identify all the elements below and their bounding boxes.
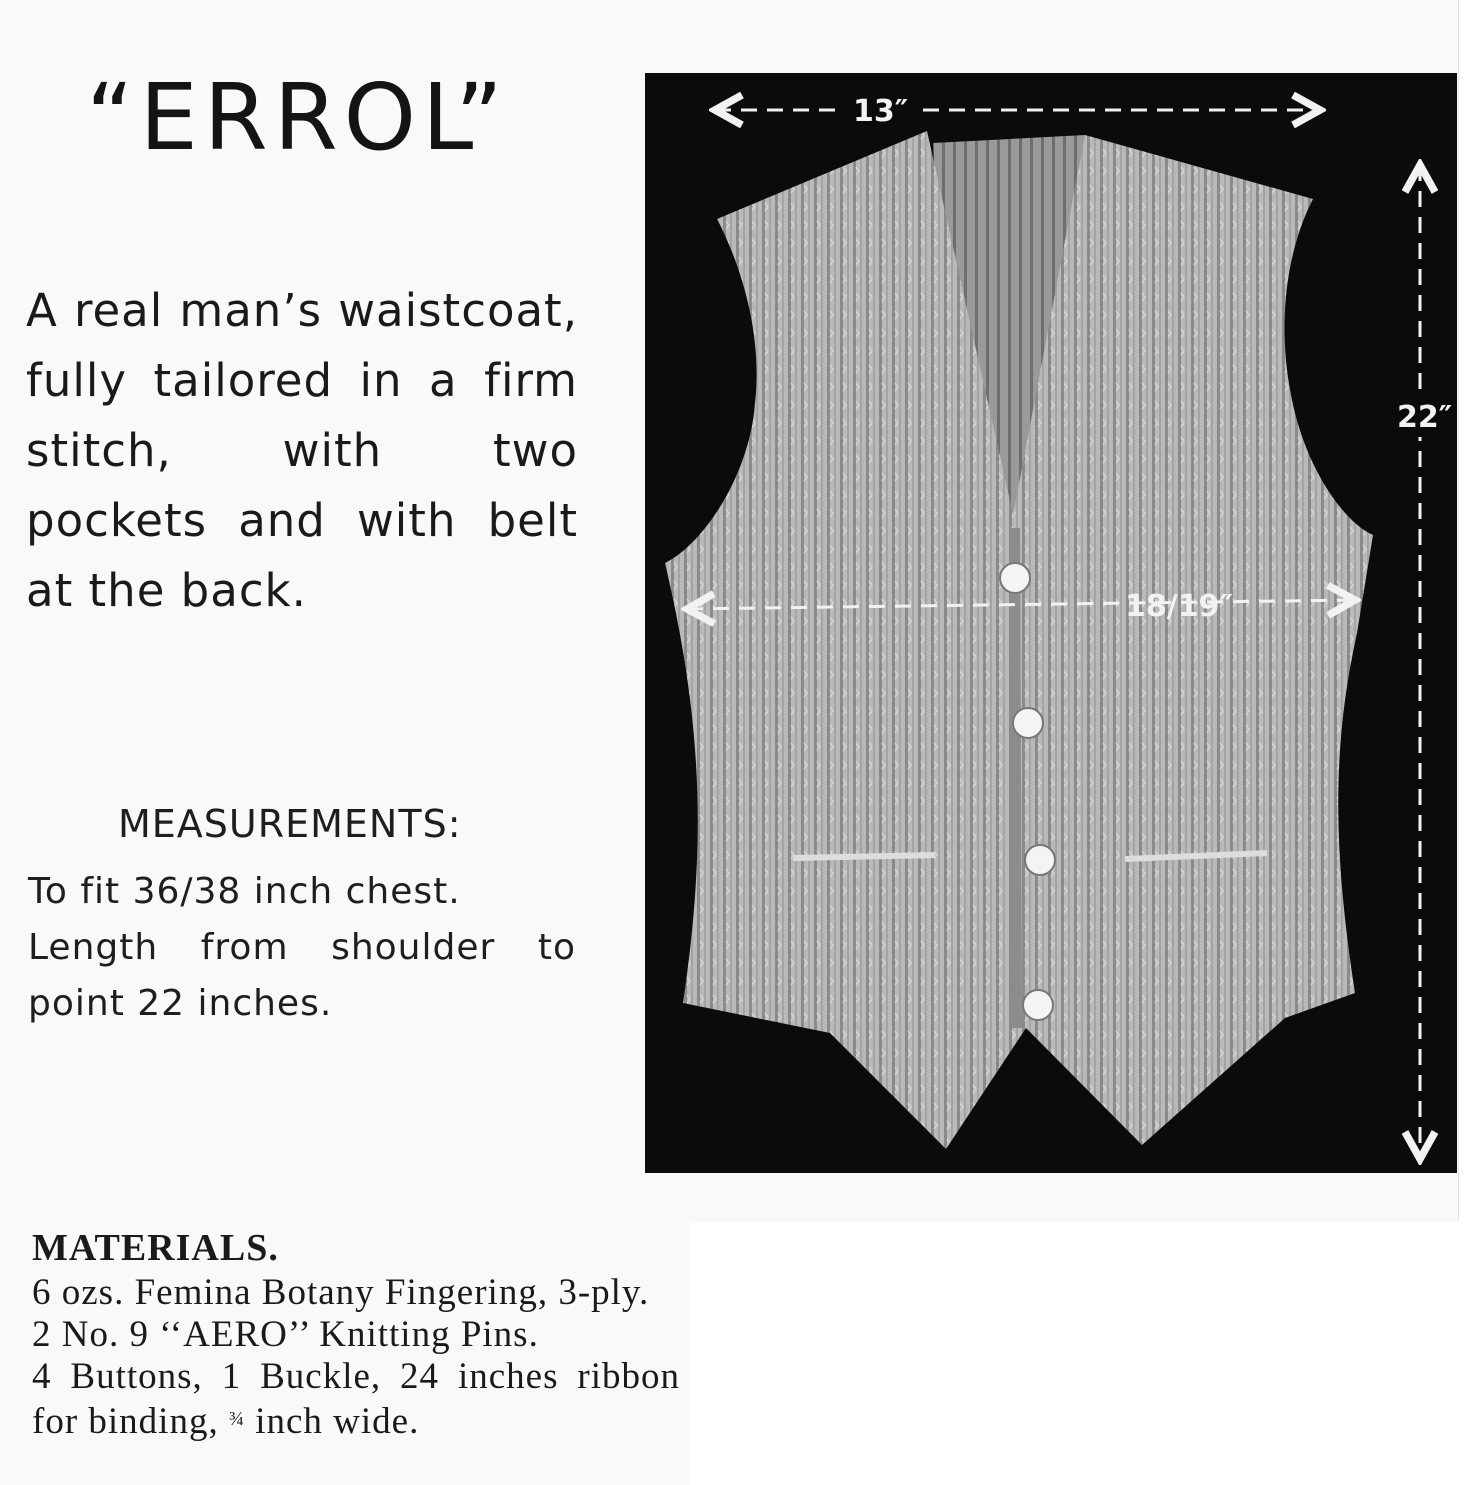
materials-heading: MATERIALS. [32,1227,279,1269]
shoulder-dimension-label: 13″ [853,94,909,129]
button-2 [1013,708,1043,738]
measurements-text [28,864,576,1032]
pattern-description: A real man’s waistcoat, fully tailored in a firm stitch, with two pockets and with belt at the back. [26,284,578,617]
measurement-line-chest: To fit 36/38 inch chest. [28,871,461,912]
measurements-heading: MEASUREMENTS: [118,802,462,846]
waistcoat-photo [645,73,1457,1173]
materials-item-notions-text: 4 Buttons, 1 Buckle, 24 inches ribbon for binding, [32,1356,680,1442]
materials-item-notions [32,1356,680,1443]
page-edge [1458,0,1471,1222]
length-dimension-label: 22″ [1397,400,1453,435]
waistcoat-illustration [645,73,1457,1173]
materials-section [32,1222,680,1443]
button-1 [1000,563,1030,593]
button-3 [1025,845,1055,875]
ribbon-width-unit: inch wide. [255,1401,420,1442]
chest-dimension-label: 18/19″ [1125,589,1233,624]
materials-item-needles: 2 No. 9 ‘‘AERO’’ Knitting Pins. [32,1314,539,1355]
pattern-title: “ERROL” [86,64,509,171]
button-4 [1023,990,1053,1020]
ribbon-width-fraction: ¾ [228,1408,245,1430]
front-placket [1015,528,1017,1028]
page-blank-area [690,1222,1471,1485]
materials-list [32,1272,680,1443]
measurement-line-length: Length from shoulder to point 22 inches. [28,927,576,1024]
left-pocket [793,855,935,858]
materials-item-yarn: 6 ozs. Femina Botany Fingering, 3-ply. [32,1272,650,1313]
